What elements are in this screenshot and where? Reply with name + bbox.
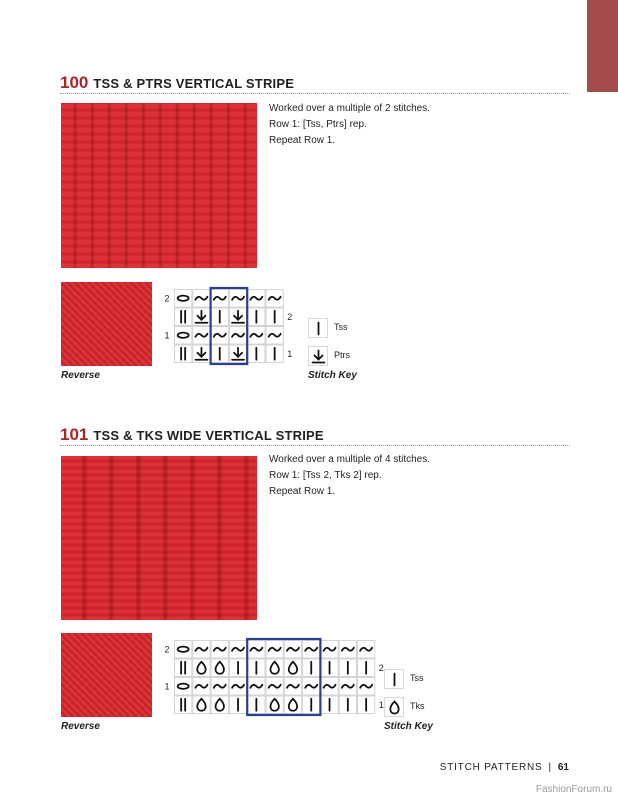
row-number: 1 xyxy=(378,699,384,710)
row-number: 1 xyxy=(287,348,293,359)
key-symbol-box xyxy=(384,669,404,689)
chart-cell xyxy=(175,345,192,363)
key-label: Tks xyxy=(410,701,425,711)
instruction-line: Worked over a multiple of 2 stitches. xyxy=(269,103,430,114)
key-symbol-svg xyxy=(309,319,329,339)
key-label: Tss xyxy=(334,322,348,332)
section-number: 100 xyxy=(60,73,89,92)
key-symbol-svg xyxy=(385,670,405,690)
instructions xyxy=(269,452,430,500)
row-number: 1 xyxy=(164,681,170,692)
key-label: Tss xyxy=(410,673,424,683)
instruction-line: Worked over a multiple of 4 stitches. xyxy=(269,454,430,465)
chart-row xyxy=(164,678,374,696)
chart-row xyxy=(175,345,293,363)
key-symbol-svg xyxy=(309,347,329,367)
stitch-chart xyxy=(160,289,298,372)
chart-row xyxy=(175,659,384,677)
chart-row xyxy=(164,641,374,659)
section-title xyxy=(60,73,294,93)
footer-label: STITCH PATTERNS xyxy=(439,762,543,773)
swatch-photo-reverse xyxy=(61,282,152,366)
chapter-tab xyxy=(587,0,618,92)
stitch-key-caption: Stitch Key xyxy=(384,721,433,732)
tks-symbol xyxy=(390,702,398,714)
section-title xyxy=(60,425,324,445)
instruction-line: Repeat Row 1. xyxy=(269,135,336,146)
chart-row xyxy=(164,290,283,308)
chart-cell xyxy=(175,696,192,714)
row-number: 2 xyxy=(378,662,384,673)
swatch-photo-reverse xyxy=(61,633,152,717)
key-symbol-svg xyxy=(385,698,405,718)
stitch-chart-svg xyxy=(160,289,298,367)
instruction-line: Row 1: [Tss, Ptrs] rep. xyxy=(269,119,367,130)
chart-row xyxy=(175,696,384,714)
key-symbol-box xyxy=(384,697,404,717)
chart-row xyxy=(175,308,293,326)
row-number: 1 xyxy=(164,330,170,341)
row-number: 2 xyxy=(287,311,293,322)
stitch-chart-svg xyxy=(160,640,389,718)
chart-cell xyxy=(175,659,192,677)
section-heading: TSS & PTRS VERTICAL STRIPE xyxy=(93,76,295,91)
swatch-photo-front xyxy=(61,456,257,620)
ptrs-symbol xyxy=(313,351,325,363)
page-footer xyxy=(440,762,569,773)
swatch-photo-front xyxy=(61,103,257,268)
chart-cell xyxy=(175,308,192,326)
stitch-chart xyxy=(160,640,389,723)
section-rule xyxy=(60,445,570,446)
instruction-line: Row 1: [Tss 2, Tks 2] rep. xyxy=(269,470,382,481)
page-number: 61 xyxy=(557,762,569,773)
stitch-key-caption: Stitch Key xyxy=(308,370,357,381)
section-rule xyxy=(60,93,570,94)
instructions xyxy=(269,101,430,149)
section-heading: TSS & TKS WIDE VERTICAL STRIPE xyxy=(93,428,324,443)
footer-separator: | xyxy=(548,762,552,773)
key-symbol-box xyxy=(308,318,328,338)
section-number: 101 xyxy=(60,425,89,444)
row-number: 2 xyxy=(164,644,170,655)
row-number: 2 xyxy=(164,293,170,304)
reverse-caption: Reverse xyxy=(61,370,100,381)
chart-row xyxy=(164,327,283,345)
watermark: FashionForum.ru xyxy=(535,784,612,795)
reverse-caption: Reverse xyxy=(61,721,100,732)
key-symbol-box xyxy=(308,346,328,366)
key-label: Ptrs xyxy=(334,350,351,360)
instruction-line: Repeat Row 1. xyxy=(269,486,336,497)
